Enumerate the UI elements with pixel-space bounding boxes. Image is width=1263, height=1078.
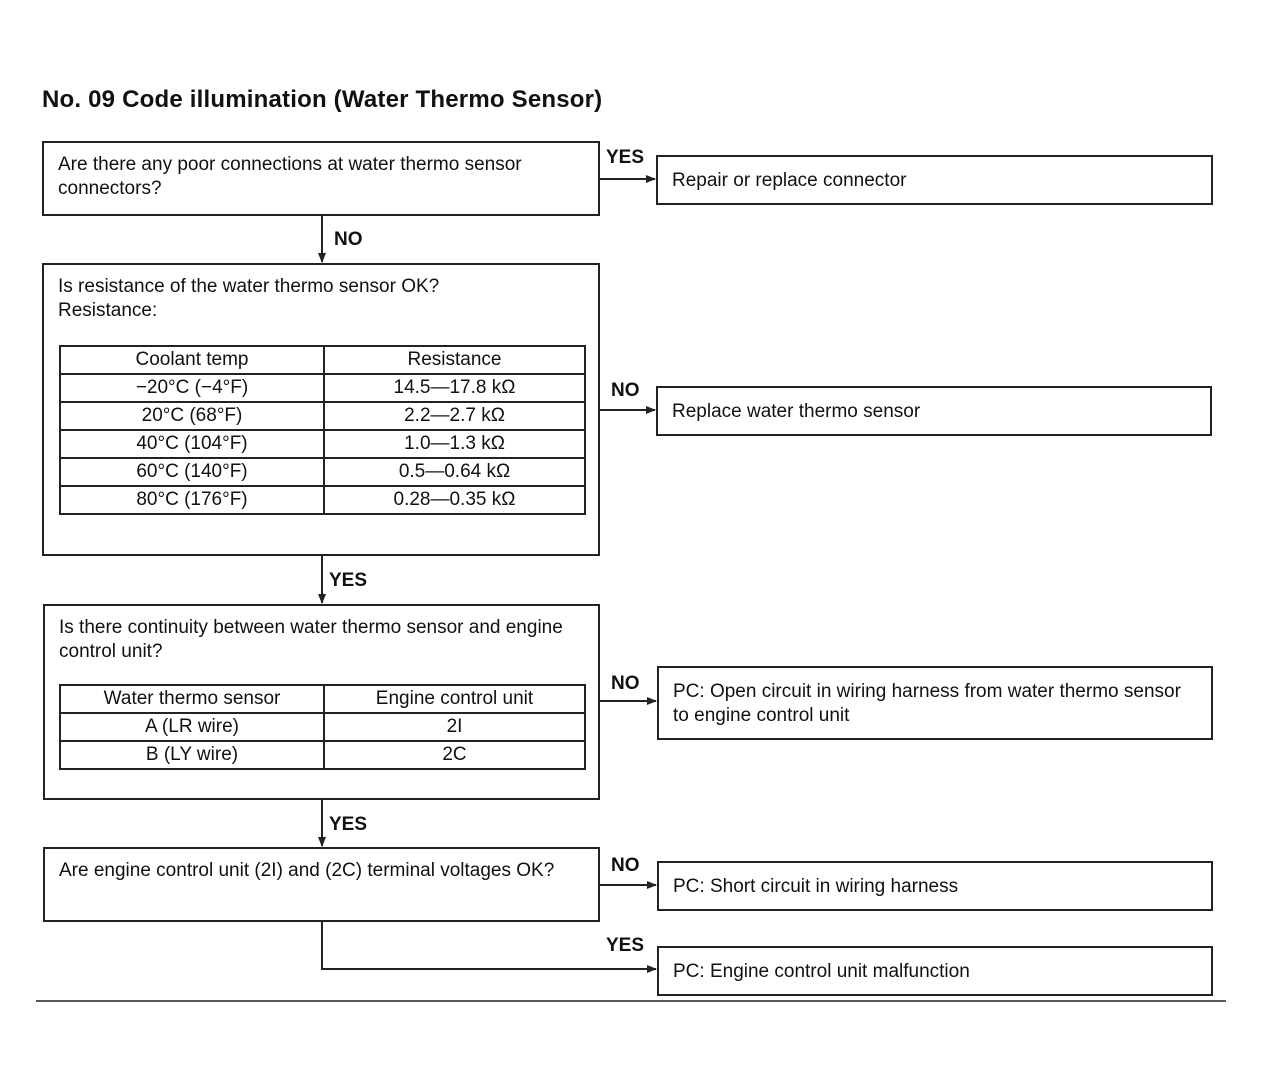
continuity-table <box>59 684 586 770</box>
yes-label: YES <box>329 814 368 835</box>
table-header: Resistance <box>324 346 585 374</box>
result-text: PC: Open circuit in wiring harness from water thermo sensor to engine control unit <box>673 681 1181 726</box>
result-box-ecu-malfunction <box>657 946 1213 996</box>
no-label: NO <box>611 380 640 401</box>
question-box-terminal-voltages <box>43 847 600 922</box>
table-cell: 2.2—2.7 kΩ <box>324 402 585 430</box>
result-box-repair-connector <box>656 155 1213 205</box>
table-cell: 80°C (176°F) <box>60 486 324 514</box>
table-row <box>60 430 585 458</box>
result-text: PC: Engine control unit malfunction <box>673 961 970 982</box>
table-header: Water thermo sensor <box>60 685 324 713</box>
table-header: Coolant temp <box>60 346 324 374</box>
question-text: Is there continuity between water thermo sensor and engine control unit? <box>59 617 563 662</box>
yes-label: YES <box>329 570 368 591</box>
table-cell: 2C <box>324 741 585 769</box>
table-cell: A (LR wire) <box>60 713 324 741</box>
yes-label: YES <box>606 147 645 168</box>
table-row <box>60 741 585 769</box>
table-cell: 0.5—0.64 kΩ <box>324 458 585 486</box>
question-text: Are there any poor connections at water thermo sensor connectors? <box>58 154 522 199</box>
question-text <box>58 275 588 323</box>
result-text: Repair or replace connector <box>672 170 907 191</box>
no-label: NO <box>611 855 640 876</box>
question-box-resistance <box>42 263 600 556</box>
table-cell: 14.5—17.8 kΩ <box>324 374 585 402</box>
page-title: No. 09 Code illumination (Water Thermo Sensor) <box>42 86 603 113</box>
result-text: Replace water thermo sensor <box>672 401 921 422</box>
table-header-row <box>60 346 585 374</box>
result-box-replace-sensor <box>656 386 1212 436</box>
table-cell: 1.0—1.3 kΩ <box>324 430 585 458</box>
question-text-line1: Is resistance of the water thermo sensor OK? <box>58 276 440 297</box>
yes-label: YES <box>606 935 645 956</box>
no-label: NO <box>334 229 363 250</box>
table-header-row <box>60 685 585 713</box>
table-row <box>60 713 585 741</box>
question-text-line2: Resistance: <box>58 300 158 321</box>
table-cell: 20°C (68°F) <box>60 402 324 430</box>
table-row <box>60 458 585 486</box>
resistance-table <box>59 345 586 515</box>
result-box-open-circuit <box>657 666 1213 740</box>
question-box-continuity <box>43 604 600 800</box>
table-row <box>60 374 585 402</box>
result-text: PC: Short circuit in wiring harness <box>673 876 959 897</box>
result-box-short-circuit <box>657 861 1213 911</box>
table-cell: B (LY wire) <box>60 741 324 769</box>
table-cell: 2I <box>324 713 585 741</box>
question-text: Are engine control unit (2I) and (2C) terminal voltages OK? <box>59 860 555 881</box>
table-cell: 60°C (140°F) <box>60 458 324 486</box>
no-label: NO <box>611 673 640 694</box>
table-cell: −20°C (−4°F) <box>60 374 324 402</box>
question-box-connections <box>42 141 600 216</box>
table-cell: 0.28—0.35 kΩ <box>324 486 585 514</box>
table-row <box>60 402 585 430</box>
table-row <box>60 486 585 514</box>
table-cell: 40°C (104°F) <box>60 430 324 458</box>
table-header: Engine control unit <box>324 685 585 713</box>
